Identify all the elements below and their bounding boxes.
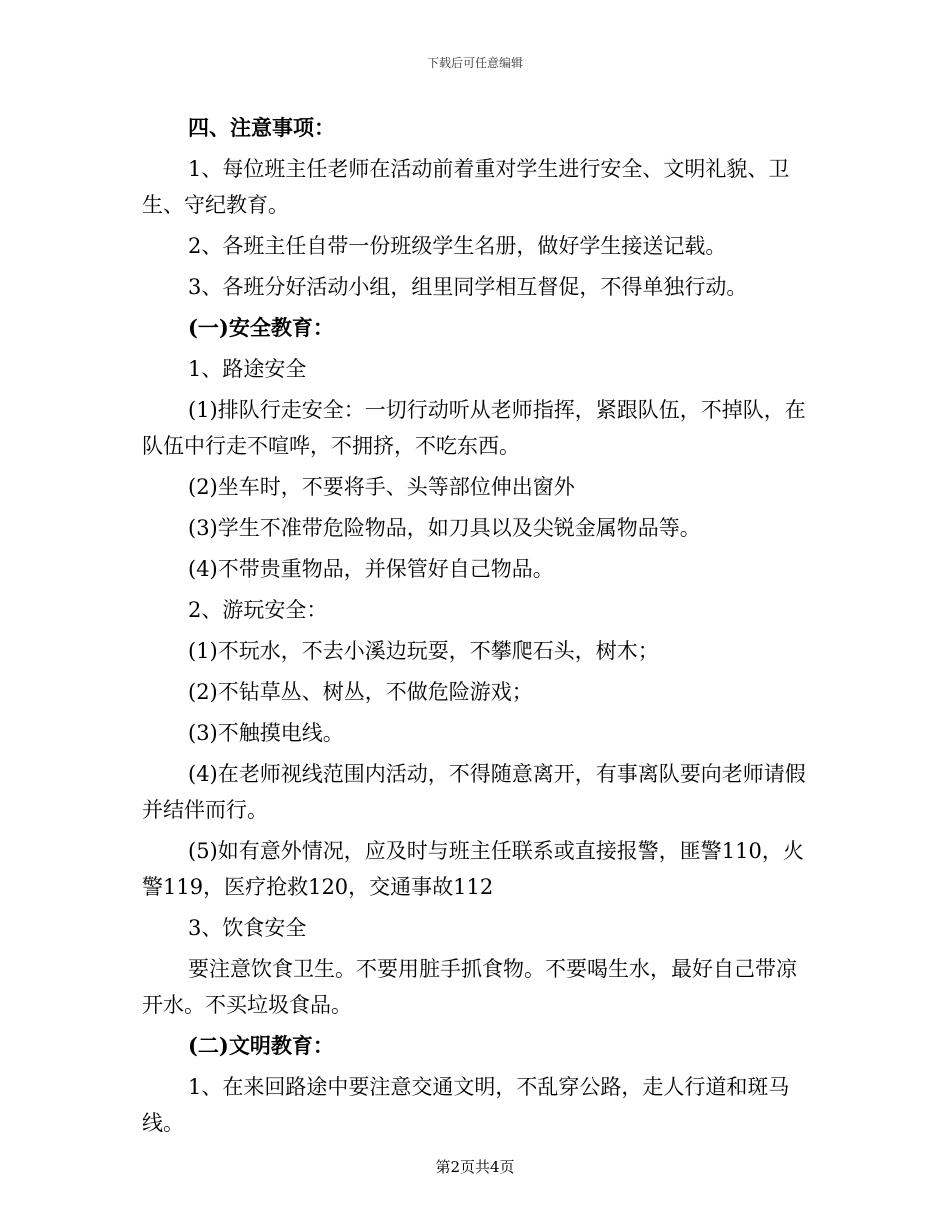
paragraph: (5)如有意外情况，应及时与班主任联系或直接报警，匪警110，火警119，医疗抢救120，交通事故112 (142, 839, 804, 899)
subsection-heading: (一)安全教育： (188, 315, 334, 340)
section-heading: 四、注意事项： (188, 115, 335, 140)
document-body (142, 110, 808, 1141)
paragraph: (4)不带贵重物品，并保管好自己物品。 (188, 557, 554, 581)
paragraph: (2)不钻草丛、树丛，不做危险游戏； (188, 680, 533, 704)
paragraph: (1)排队行走安全：一切行动听从老师指挥，紧跟队伍，不掉队，在队伍中行走不喧哗，不拥挤，不吃东西。 (142, 398, 806, 458)
page-footer: 第2页共4页 (435, 1158, 515, 1176)
paragraph: 2、各班主任自带一份班级学生名册，做好学生接送记载。 (188, 234, 727, 258)
paragraph: (1)不玩水，不去小溪边玩耍，不攀爬石头，树木； (188, 639, 659, 663)
paragraph: 3、各班分好活动小组，组里同学相互督促，不得单独行动。 (188, 275, 748, 299)
page-header: 下载后可任意编辑 (426, 56, 523, 70)
paragraph: 2、游玩安全： (188, 598, 328, 622)
paragraph: (2)坐车时，不要将手、头等部位伸出窗外 (188, 475, 575, 499)
subsection-heading: (二)文明教育： (188, 1033, 334, 1058)
paragraph: 1、在来回路途中要注意交通文明，不乱穿公路，走人行道和斑马线。 (142, 1075, 790, 1135)
paragraph: 1、路途安全 (188, 357, 307, 381)
paragraph: 3、饮食安全 (188, 916, 307, 940)
paragraph: 1、每位班主任老师在活动前着重对学生进行安全、文明礼貌、卫生、守纪教育。 (142, 157, 790, 217)
paragraph: (3)不触摸电线。 (188, 721, 344, 745)
paragraph: (4)在老师视线范围内活动，不得随意离开，有事离队要向老师请假并结伴而行。 (142, 762, 806, 822)
paragraph: 要注意饮食卫生。不要用脏手抓食物。不要喝生水，最好自己带凉开水。不买垃圾食品。 (142, 957, 797, 1017)
paragraph: (3)学生不准带危险物品，如刀具以及尖锐金属物品等。 (188, 516, 701, 540)
